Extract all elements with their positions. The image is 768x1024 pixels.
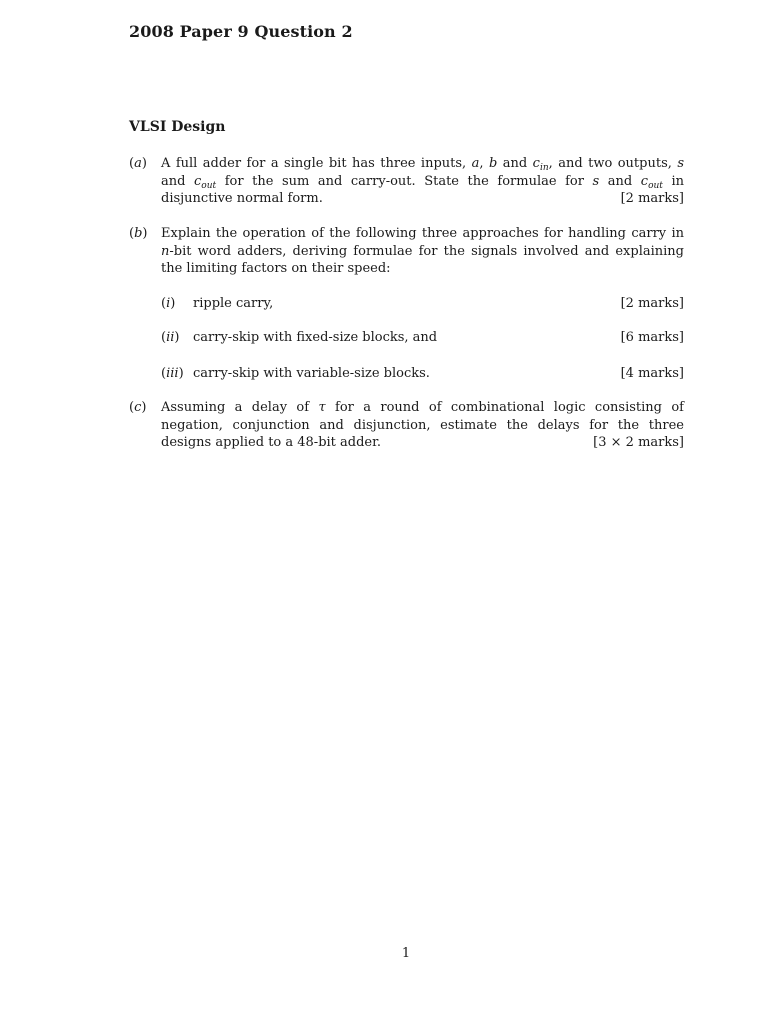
question-b-label: (b): [129, 226, 148, 241]
section-title: VLSI Design: [129, 119, 226, 135]
item-i-label: (i): [161, 296, 176, 311]
question-a-marks: [2 marks]: [620, 191, 684, 206]
question-c-label: (c): [129, 400, 147, 415]
item-i-text: ripple carry,: [193, 296, 274, 311]
question-a: [129, 155, 684, 208]
question-a-text: A full adder for a single bit has three inputs, a, b and $c_{in}$, and two outputs, s and $c_{out}$ for the sum and carry-out. State the formulae for s and $c_{out}$ in disjunctive normal form. [2 marks]: [161, 156, 684, 206]
page-number: 1: [401, 946, 411, 961]
question-b-text: Explain the operation of the following three approaches for handling carry in n-bit word adders, deriving formulae for the signals involved and explaining the limiting factors on their speed:: [161, 226, 684, 276]
item-iii-marks: [4 marks]: [620, 366, 684, 381]
item-ii-label: (ii): [161, 330, 180, 345]
item-i-marks: [2 marks]: [620, 296, 684, 311]
question-b-item-ii: [161, 329, 684, 347]
question-c-marks: [3 × 2 marks]: [593, 435, 684, 450]
item-ii-marks: [6 marks]: [620, 330, 684, 345]
page-header: 2008 Paper 9 Question 2: [129, 22, 353, 41]
question-a-label: (a): [129, 156, 147, 171]
question-b-item-iii: [161, 365, 684, 383]
question-c-text: Assuming a delay of τ for a round of combinational logic consisting of negation, conjunction and disjunction, estimate the delays for the three designs applied to a 48-bit adder. [3 × 2 marks]: [161, 400, 684, 450]
item-iii-label: (iii): [161, 366, 184, 381]
question-b-item-i: [161, 295, 684, 313]
question-b: [129, 225, 684, 278]
question-c: [129, 399, 684, 452]
item-iii-text: carry-skip with variable-size blocks.: [193, 366, 430, 381]
item-ii-text: carry-skip with fixed-size blocks, and: [193, 330, 438, 345]
